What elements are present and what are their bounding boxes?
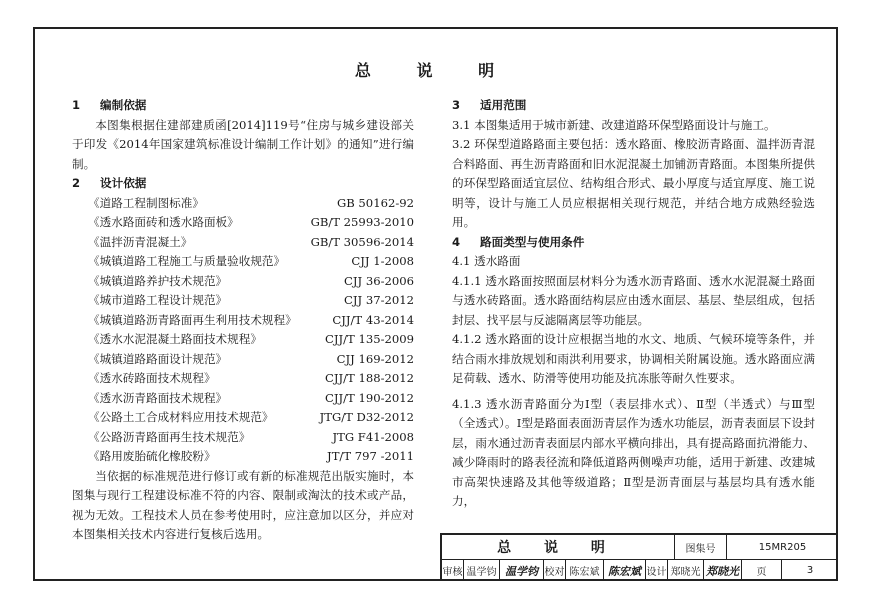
paragraph-4-1-1: 4.1.1 透水路面按照面层材料分为透水沥青路面、透水水泥混凝土路面与透水砖路面。透水路面结构层应由透水面层、基层、垫层组成，包括封层、找平层与反滤隔离层等功能层。 [452, 273, 815, 327]
review-label: 审核 [442, 560, 464, 581]
section-title: 路面类型与使用条件 [480, 234, 585, 249]
standard-code: GB 50162-92 [336, 195, 414, 210]
standard-code: CJJ/T 188-2012 [324, 371, 414, 385]
standard-name: 《透水沥青路面技术规程》 [88, 390, 228, 405]
standard-row [72, 447, 414, 467]
standard-row [72, 272, 414, 292]
standard-code: CJJ 36-2006 [343, 273, 414, 288]
standards-list [72, 194, 414, 467]
standard-code: CJJ/T 135-2009 [324, 332, 414, 346]
section-number: 2 [72, 176, 81, 190]
section-2-text: 当依据的标准规范进行修订或有新的标准规范出版实施时，本图集与现行工程建设标准不符的内容、限制或淘汰的技术或产品，视为无效。工程技术人员在参考使用时，应注意加以区分，并应对本图集相关技术内容进行复核后选用。 [72, 468, 414, 541]
standard-row [72, 369, 414, 389]
designer-name: 郑晓光 [668, 560, 704, 581]
checker-name: 陈宏斌 [566, 560, 604, 581]
standard-row [72, 311, 414, 331]
standard-code: JTG F41-2008 [332, 429, 414, 444]
paragraph-3-1: 3.1 本图集适用于城市新建、改建道路环保型路面设计与施工。 [452, 117, 776, 132]
standard-code: GB/T 25993-2010 [310, 215, 414, 229]
standard-name: 《公路土工合成材料应用技术规范》 [88, 410, 274, 424]
standard-row [72, 389, 414, 409]
standard-code: GB/T 30596-2014 [310, 234, 414, 249]
standard-name: 《城市道路工程设计规范》 [88, 293, 228, 307]
section-number: 3 [452, 98, 461, 112]
standard-row [72, 213, 414, 233]
standard-name: 《公路沥青路面再生技术规范》 [88, 429, 251, 444]
standard-name: 《城镇道路沥青路面再生利用技术规程》 [88, 312, 297, 327]
standard-name: 《城镇道路工程施工与质量验收规范》 [88, 254, 286, 268]
section-1-text: 本图集根据住建部建质函[2014]119号“住房与城乡建设部关于印发《2014年国家建筑标准设计编制工作计划》的通知”进行编制。 [72, 117, 414, 171]
standard-row [72, 291, 414, 311]
standard-code: JT/T 797 -2011 [327, 449, 414, 463]
right-column [452, 96, 815, 512]
standard-code: CJJ 1-2008 [351, 254, 414, 268]
check-label: 校对 [544, 560, 566, 581]
standard-name: 《城镇道路养护技术规范》 [88, 273, 228, 288]
drawing-title: 总 说 明 [497, 540, 619, 556]
standard-name: 《透水砖路面技术规程》 [88, 371, 216, 385]
atlas-number: 15MR205 [727, 535, 838, 560]
left-column [72, 96, 414, 545]
designer-signature: 郑晓光 [704, 560, 742, 581]
standard-code: CJJ 37-2012 [343, 293, 414, 307]
standard-row [72, 194, 414, 214]
standard-code: CJJ/T 43-2014 [332, 312, 414, 327]
section-2-heading [72, 174, 414, 194]
standard-code: CJJ 169-2012 [336, 351, 414, 366]
standard-name: 《道路工程制图标准》 [88, 195, 204, 210]
standard-code: CJJ/T 190-2012 [324, 390, 414, 405]
reviewer-signature: 温学钧 [500, 560, 544, 581]
standard-row [72, 350, 414, 370]
atlas-label: 图集号 [675, 535, 727, 560]
standard-code: JTG/T D32-2012 [319, 410, 414, 424]
section-title: 适用范围 [480, 98, 527, 112]
standard-row [72, 330, 414, 350]
section-3-heading [452, 96, 815, 116]
standard-row [72, 252, 414, 272]
standard-name: 《透水水泥混凝土路面技术规程》 [88, 332, 262, 346]
standard-row [72, 408, 414, 428]
page-title: 总 说 明 [354, 61, 515, 80]
section-title: 设计依据 [100, 176, 147, 190]
section-number: 4 [452, 234, 461, 249]
title-block [440, 533, 838, 581]
standard-name: 《路用废胎硫化橡胶粉》 [88, 449, 216, 463]
paragraph-4-1: 4.1 透水路面 [452, 254, 521, 268]
standard-name: 《温拌沥青混凝土》 [88, 234, 193, 249]
section-1-heading [72, 96, 414, 116]
standard-name: 《透水路面砖和透水路面板》 [88, 215, 239, 229]
paragraph-4-1-2: 4.1.2 透水路面的设计应根据当地的水文、地质、气候环境等条件，并结合雨水排放规划和雨洪利用要求，协调相关附属设施。透水路面应满足荷载、透水、防滑等使用功能及抗冻胀等耐久性要求。 [452, 332, 815, 385]
page-number: 3 [806, 565, 814, 576]
standard-row [72, 428, 414, 448]
standard-row [72, 233, 414, 253]
paragraph-4-1-3: 4.1.3 透水沥青路面分为Ⅰ型（表层排水式）、Ⅱ型（半透式）与Ⅲ型（全透式）。Ⅰ型是路面表面沥青层作为透水功能层，沥青表面层下设封层，雨水通过沥青表面层内部水平横向排出，具有提高路面抗滑能力、减少降雨时的路表径流和降低道路两侧噪声功能，适用于新建、改建城市高架快速路及其他等级道路；Ⅱ型是沥青面层与基层均具有透水能力， [452, 396, 815, 508]
checker-signature: 陈宏斌 [604, 560, 646, 581]
paragraph-3-2: 3.2 环保型道路路面主要包括：透水路面、橡胶沥青路面、温拌沥青混合料路面、再生沥青路面和旧水泥混凝土加铺沥青路面。本图集所提供的环保型路面适宜层位、结构组合形式、最小厚度与适宜厚度、施工说明等，设计与施工人员应根据相关现行规范，并结合地方成熟经验选用。 [452, 137, 815, 229]
standard-name: 《城镇道路路面设计规范》 [88, 351, 228, 366]
section-4-heading [452, 233, 815, 253]
section-number: 1 [72, 98, 81, 112]
page-label: 页 [742, 560, 782, 581]
title-block-drawing-title [442, 535, 675, 560]
design-label: 设计 [646, 560, 668, 581]
reviewer-name: 温学钧 [464, 560, 500, 581]
section-title: 编制依据 [100, 98, 147, 112]
